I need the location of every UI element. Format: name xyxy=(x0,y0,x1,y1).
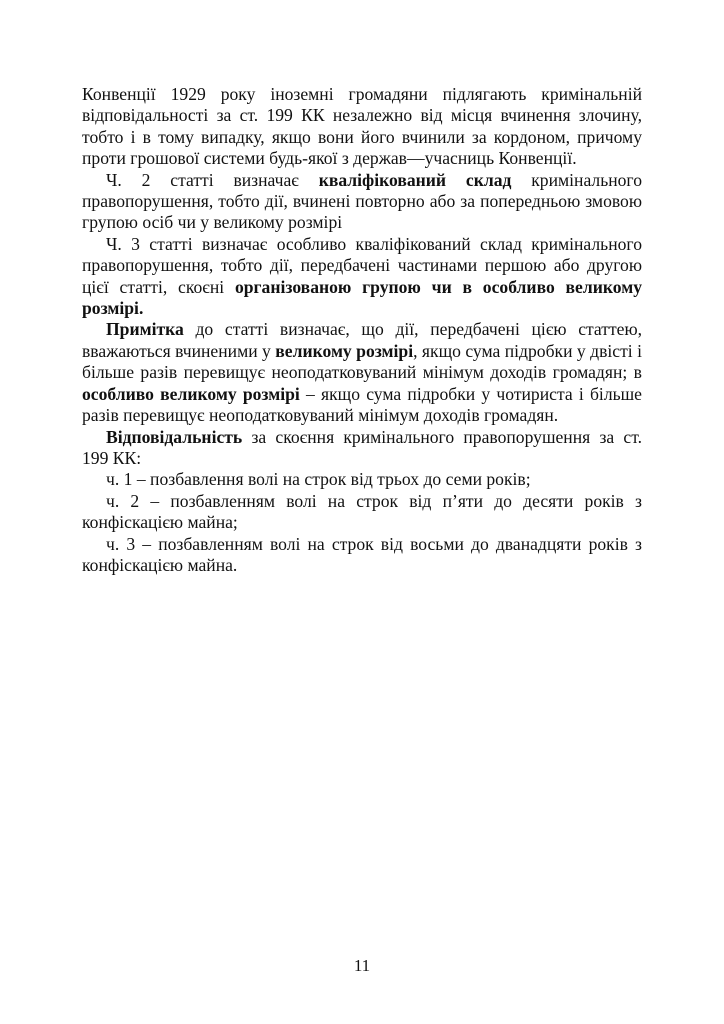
bold-term: особливо великому розмірі xyxy=(82,383,300,404)
list-item xyxy=(82,469,642,490)
bold-term: Примітка xyxy=(106,319,184,340)
paragraph xyxy=(82,170,642,234)
bold-term: організованою групою чи в особливо великому розмірі. xyxy=(82,276,642,319)
text-run: ч. 2 – позбавленням волі на строк від п’яти до десяти років з конфіскацією майна; xyxy=(82,490,642,533)
paragraph xyxy=(82,234,642,320)
text-run: Ч. 2 статті визначає xyxy=(106,169,319,190)
text-run: Ч. 3 статті визначає особливо кваліфікований склад кримінального правопорушення, тобто дії, передбачені частинами першою або другою цієї статті, скоєні xyxy=(82,233,642,297)
bold-term: Відповідальність xyxy=(106,426,243,447)
text-run: до статті визначає, що дії, передбачені цією статтею, вважаються вчиненими у xyxy=(82,319,642,361)
bold-term: великому розмірі xyxy=(275,340,414,361)
paragraph xyxy=(82,427,642,470)
text-run: ч. 3 – позбавленням волі на строк від восьми до дванадцяти років з конфіскацією майна. xyxy=(82,533,642,575)
list-item xyxy=(82,534,642,577)
text-run: ч. 1 – позбавлення волі на строк від трьох до семи років; xyxy=(106,469,531,490)
page-number: 11 xyxy=(353,956,371,975)
text-run: – якщо сума підробки у чотириста і більше разів перевищує неоподатковуваний мінімум доходів громадян. xyxy=(82,383,642,426)
text-run: , якщо сума підробки у двісті і більше разів перевищує неоподатковуваний мінімум доходів громадян; в xyxy=(82,340,642,383)
text-run: кримінального правопорушення, тобто дії, вчинені повторно або за попередньою змовою групою осіб чи у великому розмірі xyxy=(82,169,643,233)
paragraph xyxy=(82,319,642,426)
text-run: Конвенції 1929 року іноземні громадяни підлягають кримінальній відповідальності за ст. 199 КК незалежно від місця вчинення злочину, тобто і в тому випадку, якщо вони його вчинили за кордоном, причому проти грошової системи будь-якої з держав—учасниць Конвенції. xyxy=(82,84,642,169)
text-run: за скоєння кримінального правопорушення за ст. 199 КК: xyxy=(82,426,642,468)
document-body xyxy=(82,84,642,576)
list-item xyxy=(82,491,642,534)
paragraph xyxy=(82,84,642,170)
bold-term: кваліфікований склад xyxy=(318,169,512,190)
